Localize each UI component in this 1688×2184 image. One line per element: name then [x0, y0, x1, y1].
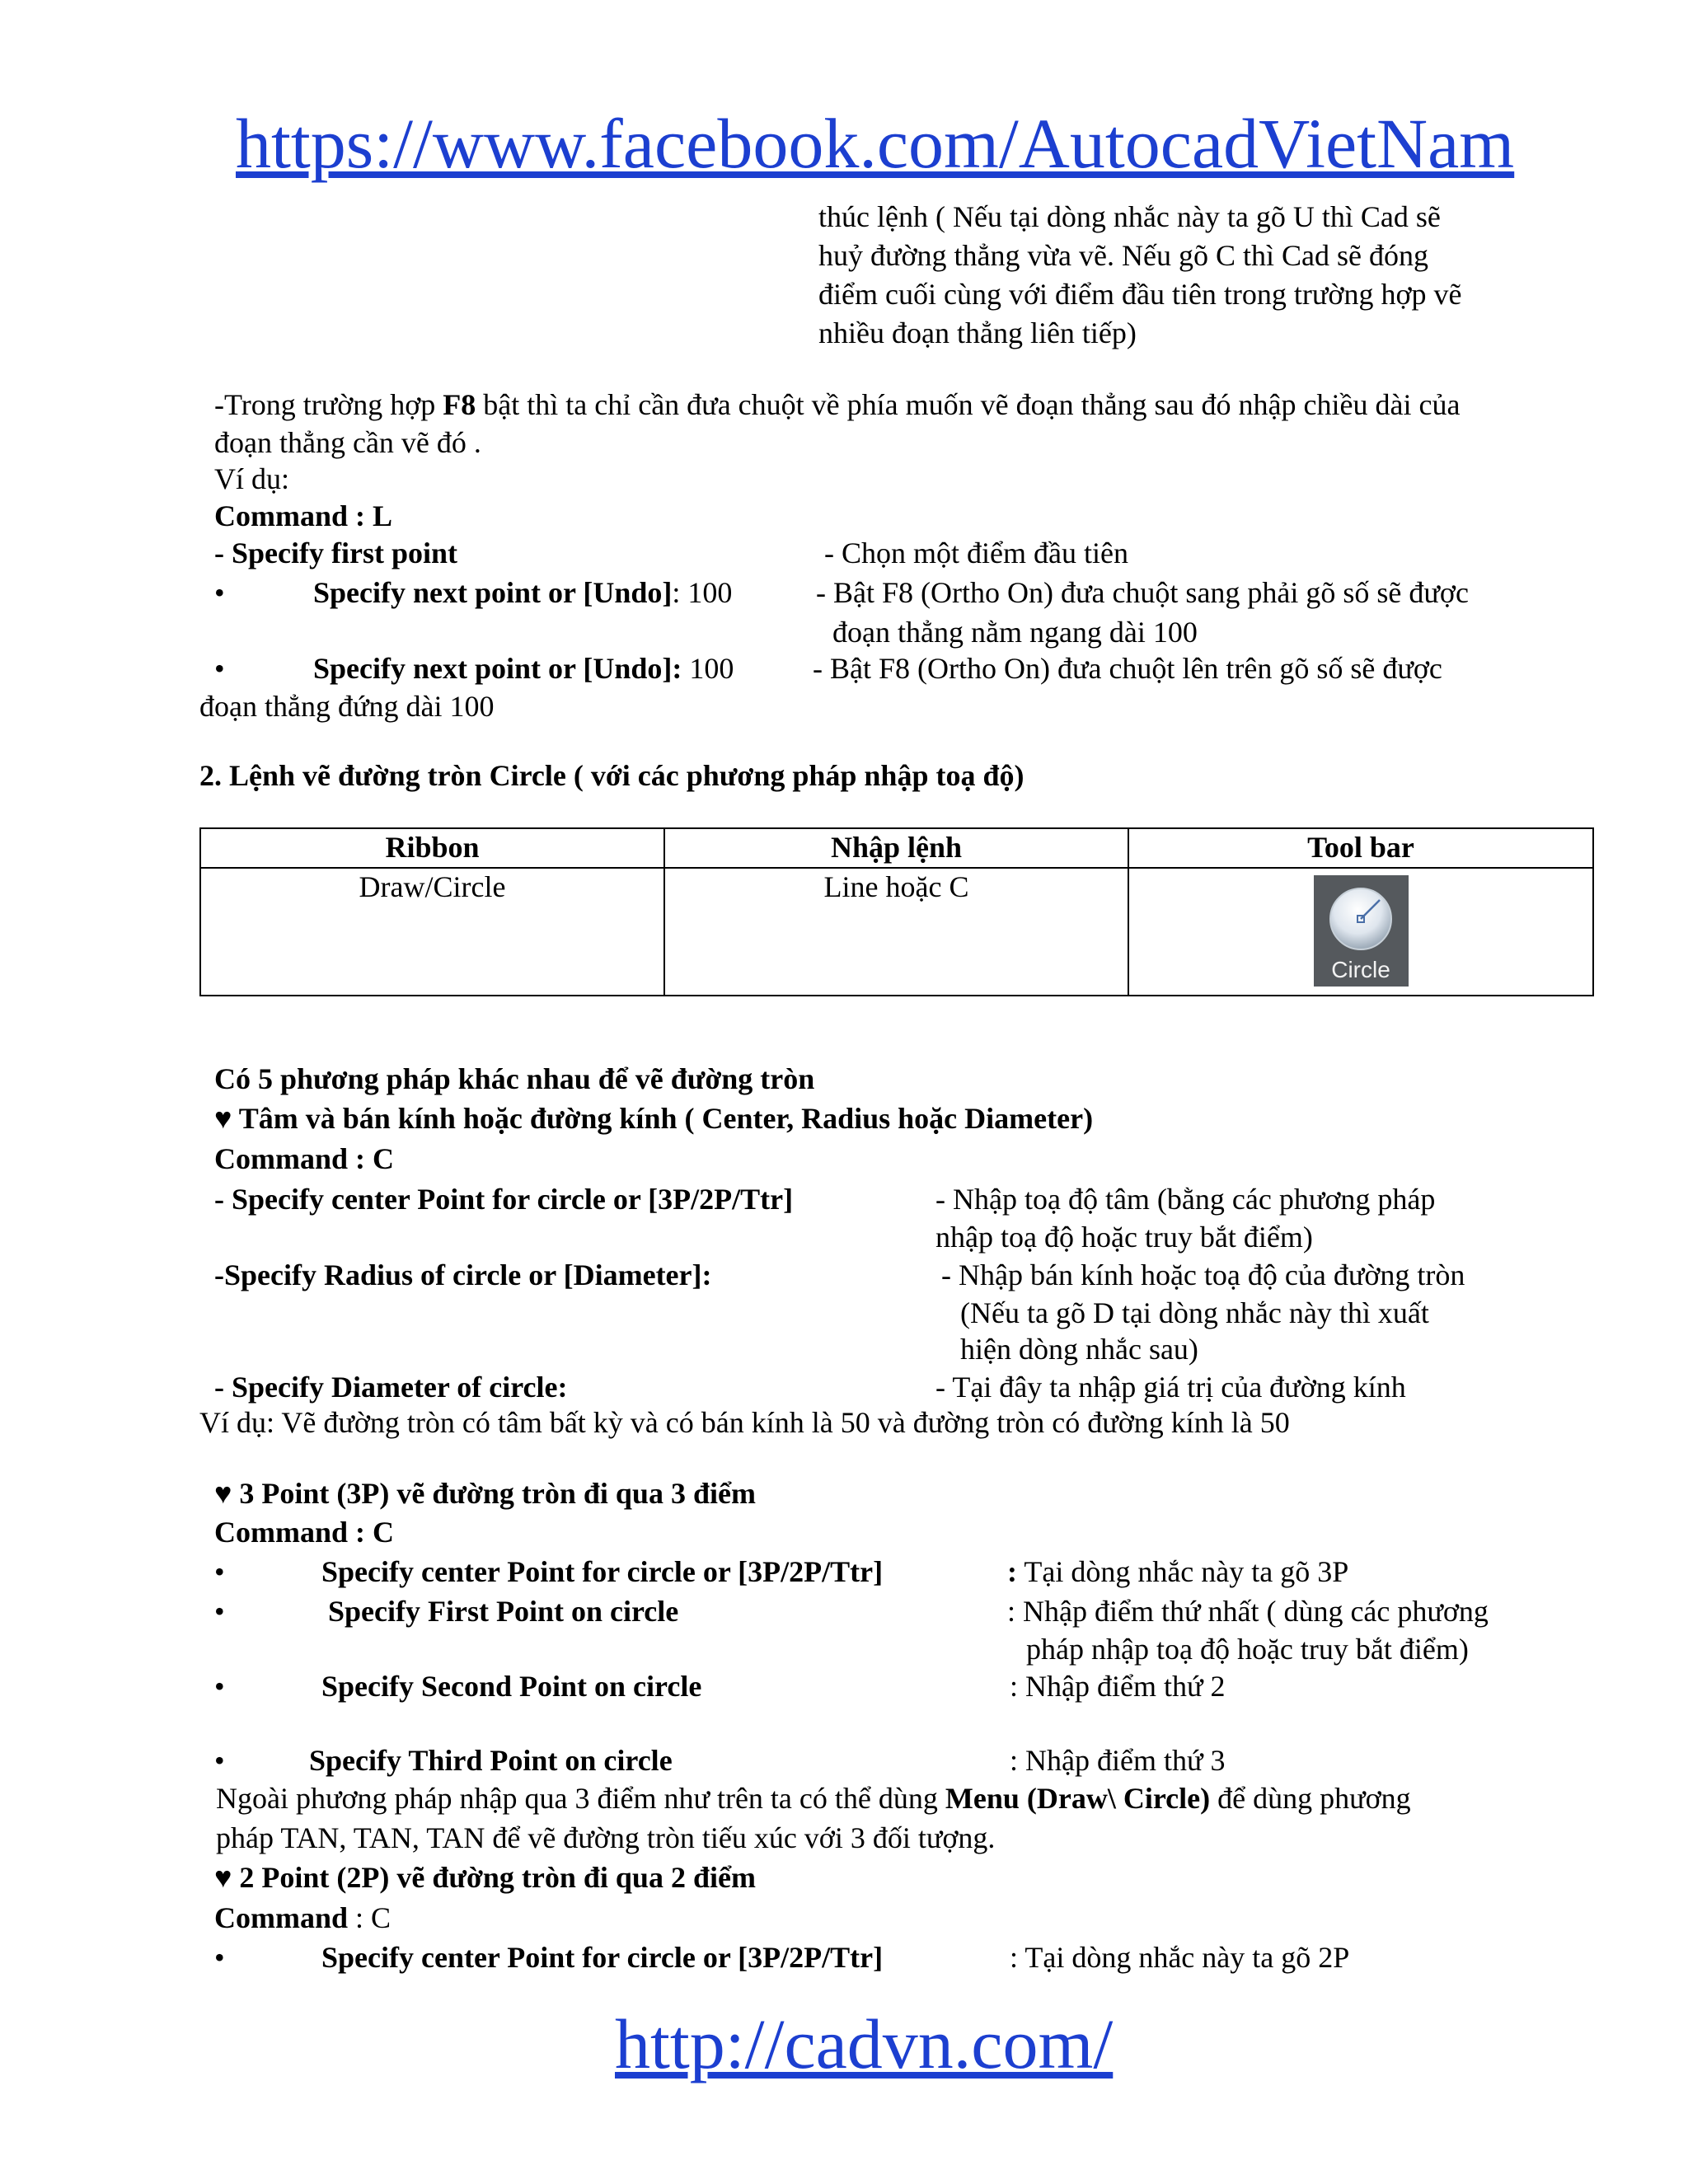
- three-step2-label: Specify First Point on circle: [328, 1595, 679, 1628]
- center-step3-desc: - Tại đây ta nhập giá trị của đường kính: [935, 1371, 1406, 1404]
- center-radius-command: Command : C: [214, 1142, 395, 1175]
- line-step1-label: - Specify first point: [214, 537, 457, 569]
- three-point-note-line-1: [216, 1779, 1411, 1817]
- three-point-command: Command : C: [214, 1516, 395, 1549]
- three-step1-desc: Tại dòng nhắc này ta gõ 3P: [1017, 1555, 1349, 1588]
- three-step3-desc: : Nhập điểm thứ 2: [1010, 1670, 1226, 1703]
- table-header-command: Nhập lệnh: [664, 828, 1128, 868]
- center-example: Ví dụ: Vẽ đường tròn có tâm bất kỳ và có bán kính là 50 và đường tròn có đường kính là 50: [199, 1406, 1290, 1439]
- center-step2-label: -Specify Radius of circle or [Diameter]:: [214, 1258, 712, 1291]
- three-step3-label: Specify Second Point on circle: [321, 1670, 702, 1703]
- f8-post-text: bật thì ta chỉ cần đưa chuột về phía muốn vẽ đoạn thẳng sau đó nhập chiều dài của: [476, 388, 1461, 421]
- table-cell-command: Line hoặc C: [664, 868, 1128, 996]
- line-step2: [313, 574, 732, 612]
- circle-tool-icon: [1314, 875, 1409, 958]
- three-step2-desc2: pháp nhập toạ độ hoặc truy bắt điểm): [1026, 1633, 1469, 1666]
- three-step3-bullet: •: [214, 1670, 225, 1703]
- f8-paragraph-line-1: [214, 386, 1460, 424]
- line-command: Command : L: [214, 499, 393, 532]
- center-radius-heading: ♥ Tâm và bán kính hoặc đường kính ( Center, Radius hoặc Diameter): [214, 1102, 1094, 1135]
- three-step4-desc: : Nhập điểm thứ 3: [1010, 1744, 1226, 1777]
- circle-command-table: [199, 827, 1594, 996]
- cadvn-link[interactable]: http://cadvn.com/: [615, 2004, 1114, 2083]
- f8-paragraph-line-2: đoạn thẳng cần vẽ đó .: [214, 426, 481, 459]
- section-heading-circle: 2. Lệnh vẽ đường tròn Circle ( với các phương pháp nhập toạ độ): [199, 759, 1025, 792]
- line-step2-label: Specify next point or [Undo]: [313, 576, 673, 609]
- two-step1-label: Specify center Point for circle or [3P/2P/Ttr]: [321, 1941, 884, 1974]
- center-step2-desc: - Nhập bán kính hoặc toạ độ của đường tròn: [941, 1258, 1465, 1291]
- f8-key: F8: [443, 388, 476, 421]
- line-step2-bullet: •: [214, 576, 225, 609]
- three-step4-label: Specify Third Point on circle: [309, 1744, 673, 1777]
- methods-intro: Có 5 phương pháp khác nhau để vẽ đường tròn: [214, 1062, 815, 1095]
- table-cell-toolbar: [1128, 868, 1593, 996]
- table-header-toolbar: Tool bar: [1128, 828, 1593, 868]
- example-label: Ví dụ:: [214, 462, 290, 495]
- two-point-heading: ♥ 2 Point (2P) vẽ đường tròn đi qua 2 điểm: [214, 1861, 756, 1894]
- two-step1-bullet: •: [214, 1941, 225, 1974]
- center-step3-label: - Specify Diameter of circle:: [214, 1371, 568, 1404]
- three-step1-desc-row: [1007, 1553, 1348, 1591]
- continuation-line-3: điểm cuối cùng với điểm đầu tiên trong trường hợp vẽ: [818, 278, 1462, 311]
- line-step3-desc: - Bật F8 (Ortho On) đưa chuột lên trên gõ số sẽ được: [813, 652, 1442, 685]
- center-step2-desc2: (Nếu ta gõ D tại dòng nhắc này thì xuất: [960, 1296, 1429, 1329]
- three-step4-bullet: •: [214, 1744, 225, 1777]
- three-point-heading: ♥ 3 Point (3P) vẽ đường tròn đi qua 3 điểm: [214, 1477, 756, 1510]
- line-step3-label: Specify next point or [Undo]:: [313, 652, 682, 685]
- line-step3-value: 100: [682, 652, 734, 685]
- line-step3-desc2: đoạn thẳng đứng dài 100: [199, 690, 495, 723]
- line-step2-desc: - Bật F8 (Ortho On) đưa chuột sang phải gõ số sẽ được: [816, 576, 1469, 609]
- three-note-post: để dùng phương: [1210, 1782, 1411, 1815]
- facebook-link[interactable]: https://www.facebook.com/AutocadVietNam: [236, 104, 1515, 183]
- three-note-pre: Ngoài phương pháp nhập qua 3 điểm như trên ta có thể dùng: [216, 1782, 945, 1815]
- table-row: [200, 868, 1593, 996]
- center-step1-desc: - Nhập toạ độ tâm (bằng các phương pháp: [935, 1183, 1436, 1216]
- three-step1-bullet: •: [214, 1555, 225, 1588]
- three-step2-bullet: •: [214, 1595, 225, 1628]
- three-point-note-line-2: pháp TAN, TAN, TAN để vẽ đường tròn tiếu xúc với 3 đối tượng.: [216, 1821, 996, 1854]
- two-step1-desc: : Tại dòng nhắc này ta gõ 2P: [1010, 1941, 1350, 1974]
- three-step1-label: Specify center Point for circle or [3P/2P/Ttr]: [321, 1555, 884, 1588]
- continuation-line-4: nhiều đoạn thẳng liên tiếp): [818, 316, 1137, 349]
- continuation-line-2: huỷ đường thẳng vừa vẽ. Nếu gõ C thì Cad sẽ đóng: [818, 239, 1428, 272]
- two-command-value: : C: [348, 1901, 392, 1934]
- two-command-label: Command: [214, 1901, 349, 1934]
- table-header-ribbon: Ribbon: [200, 828, 664, 868]
- table-cell-ribbon: Draw/Circle: [200, 868, 664, 996]
- circle-tool-label: Circle: [1331, 957, 1390, 982]
- center-step2-desc3: hiện dòng nhắc sau): [960, 1333, 1198, 1366]
- three-note-menu: Menu (Draw\ Circle): [945, 1782, 1211, 1815]
- three-step2-desc: : Nhập điểm thứ nhất ( dùng các phương: [1007, 1595, 1489, 1628]
- line-step2-desc2: đoạn thẳng nằm ngang dài 100: [832, 616, 1198, 649]
- circle-tool-button[interactable]: [1314, 875, 1409, 987]
- line-step3: [313, 649, 734, 687]
- continuation-line-1: thúc lệnh ( Nếu tại dòng nhắc này ta gõ U thì Cad sẽ: [818, 200, 1441, 233]
- line-step2-value: : 100: [672, 576, 733, 609]
- line-step1-desc: - Chọn một điểm đầu tiên: [824, 537, 1128, 569]
- two-point-command: [214, 1899, 391, 1937]
- f8-pre-text: -Trong trường hợp: [214, 388, 443, 421]
- three-step1-colon: :: [1007, 1555, 1017, 1588]
- center-step1-label: - Specify center Point for circle or [3P/2P/Ttr]: [214, 1183, 794, 1216]
- center-step1-desc2: nhập toạ độ hoặc truy bắt điểm): [935, 1221, 1313, 1254]
- table-header-row: [200, 828, 1593, 868]
- line-step3-bullet: •: [214, 652, 225, 685]
